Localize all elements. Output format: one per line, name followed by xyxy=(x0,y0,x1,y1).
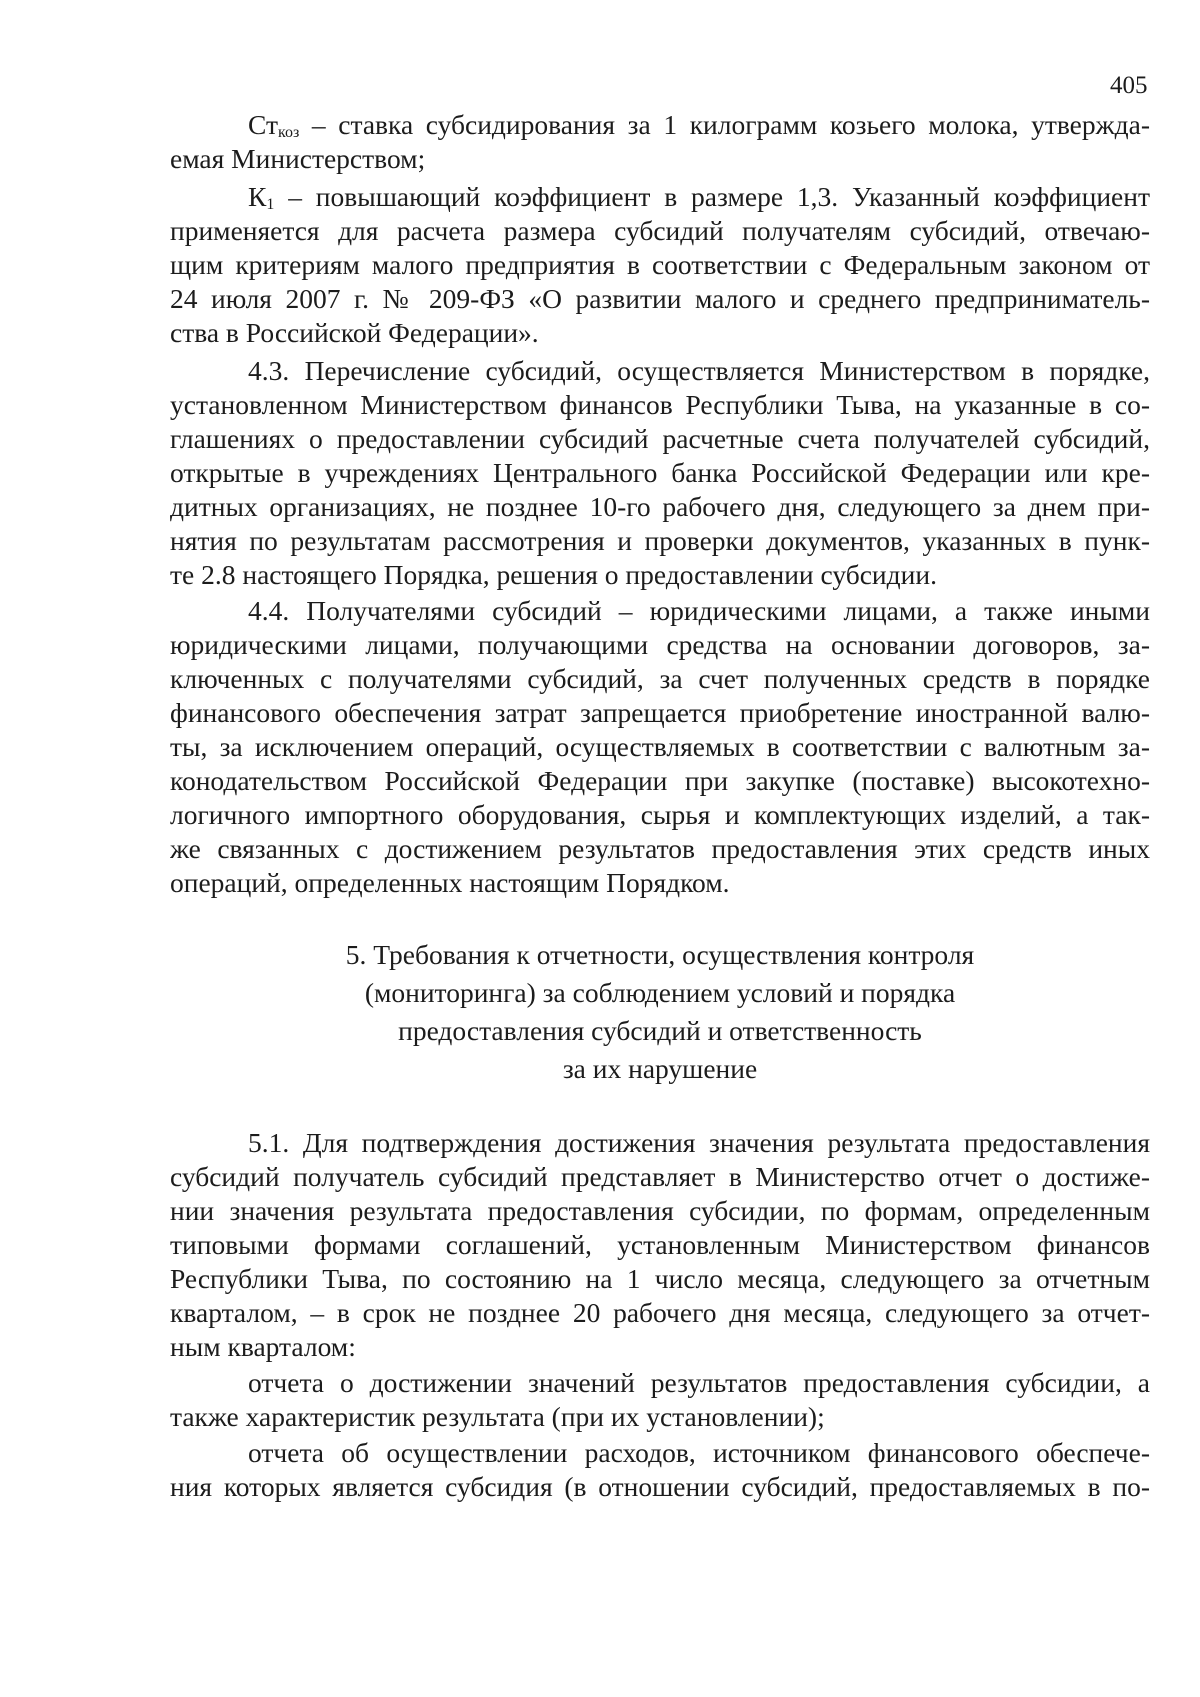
section-heading-line: 5. Требования к отчетности, осуществления контроля xyxy=(345,939,975,970)
text-line: операций, определенных настоящим Порядком. xyxy=(170,867,730,898)
text-line: юридическими лицами, получающими средства на основании договоров, за- xyxy=(170,629,1150,660)
text-line: глашениях о предоставлении субсидий расчетные счета получателей субсидий, xyxy=(170,423,1150,454)
formula-term-line: $Ст_{коз}$ – ставка субсидирования за 1 килограмм козьего молока, утвержда- xyxy=(248,109,1150,141)
text-line: нятия по результатам рассмотрения и проверки документов, указанных в пунк- xyxy=(170,525,1150,556)
text-line: ключенных с получателями субсидий, за счет полученных средств в порядке xyxy=(170,663,1150,694)
text-line: установленном Министерством финансов Республики Тыва, на указанные в со- xyxy=(170,389,1150,420)
section-heading-line: (мониторинга) за соблюдением условий и порядка xyxy=(364,977,956,1008)
text-line: емая Министерством; xyxy=(170,143,426,174)
text-line: дитных организациях, не позднее 10-го рабочего дня, следующего за днем при- xyxy=(170,491,1150,522)
paragraph-first-line: отчета о достижении значений результатов предоставления субсидии, а xyxy=(248,1367,1150,1398)
text-line: применяется для расчета размера субсидий получателям субсидий, отвечаю- xyxy=(170,215,1150,246)
text-line: типовыми формами соглашений, установленным Министерством финансов xyxy=(170,1229,1150,1260)
formula-symbol: $Ст_{коз}$ xyxy=(248,109,300,141)
paragraph-first-line: 4.4. Получателями субсидий – юридическими лицами, а также иными xyxy=(248,595,1150,626)
text-line: Республики Тыва, по состоянию на 1 число месяца, следующего за отчетным xyxy=(170,1263,1150,1294)
text-line: логичного импортного оборудования, сырья и комплектующих изделий, а так- xyxy=(170,799,1150,830)
text-line: ния которых является субсидия (в отношении субсидий, предоставляемых в по- xyxy=(170,1471,1150,1502)
text-line: также характеристик результата (при их установлении); xyxy=(170,1401,825,1432)
paragraph-first-line: 5.1. Для подтверждения достижения значения результата предоставления xyxy=(248,1127,1150,1158)
page-number: 405 xyxy=(1110,72,1148,99)
text-line: ства в Российской Федерации». xyxy=(170,317,539,348)
text-line: те 2.8 настоящего Порядка, решения о предоставлении субсидии. xyxy=(170,559,937,590)
text-line: кварталом, – в срок не позднее 20 рабочего дня месяца, следующего за отчет- xyxy=(170,1297,1150,1328)
text-line: субсидий получатель субсидий представляет в Министерство отчет о достиже- xyxy=(170,1161,1150,1192)
text-line: же связанных с достижением результатов предоставления этих средств иных xyxy=(170,833,1150,864)
text-line: нии значения результата предоставления субсидии, по формам, определенным xyxy=(170,1195,1150,1226)
paragraph-first-line: 4.3. Перечисление субсидий, осуществляется Министерством в порядке, xyxy=(248,355,1150,386)
text-line: ным кварталом: xyxy=(170,1331,356,1362)
text-line: открытые в учреждениях Центрального банка Российской Федерации или кре- xyxy=(170,457,1150,488)
section-heading-line: за их нарушение xyxy=(562,1053,758,1084)
paragraph-first-line: отчета об осуществлении расходов, источником финансового обеспече- xyxy=(248,1437,1150,1468)
text-line: 24 июля 2007 г. № 209-ФЗ «О развитии малого и среднего предприниматель- xyxy=(170,283,1150,314)
section-heading-line: предоставления субсидий и ответственность xyxy=(398,1015,922,1046)
text-line: финансового обеспечения затрат запрещается приобретение иностранной валю- xyxy=(170,697,1150,728)
text-line: щим критериям малого предприятия в соответствии с Федеральным законом от xyxy=(170,249,1150,280)
text-line: ты, за исключением операций, осуществляемых в соответствии с валютным за- xyxy=(170,731,1150,762)
formula-term-line: $К_1$ – повышающий коэффициент в размере 1,3. Указанный коэффициент xyxy=(248,181,1150,213)
formula-symbol: $К_1$ xyxy=(248,181,275,213)
text-line: конодательством Российской Федерации при закупке (поставке) высокотехно- xyxy=(170,765,1150,796)
